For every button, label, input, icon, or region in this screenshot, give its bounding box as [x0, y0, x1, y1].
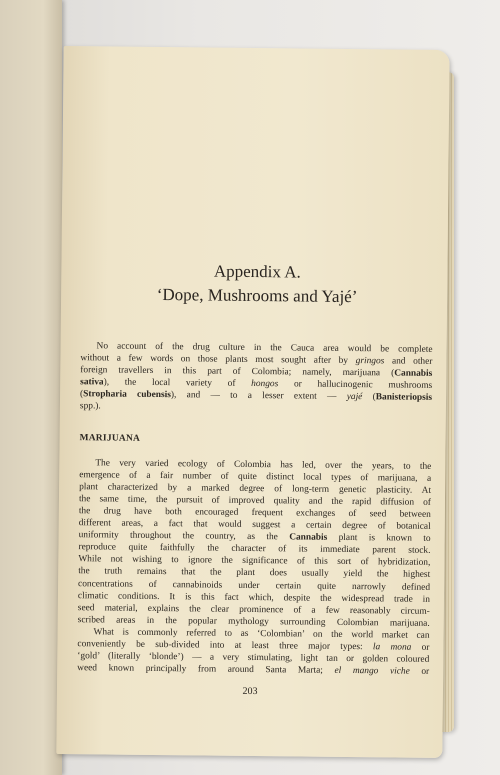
section-line: reproduce quite faithfully the character of its immediate parent stock.: [78, 542, 431, 557]
section-line: weed known principally from around Santa Marta; el mango viche or: [77, 663, 430, 678]
intro-line: foreign travellers in this part of Colombia; namely, marijuana (Cannabis: [80, 365, 433, 380]
section-heading: MARIJUANA: [79, 432, 141, 444]
intro-line: spp.).: [79, 401, 101, 412]
intro-line: sativa), the local variety of hongos or hallucinogenic mushrooms: [80, 377, 433, 392]
page-content: [77, 258, 433, 678]
book-page: [56, 46, 449, 758]
section-line: plant characterized by a marked degree of long-term genetic plasticity. At: [79, 481, 432, 496]
facing-page-edge: [0, 0, 62, 775]
section-line: emergence of a fair number of quite distinct local types of marijuana, a: [79, 469, 432, 484]
page-number: 203: [242, 685, 258, 698]
section-line: the same time, the pursuit of improved quality and the rapid diffusion of: [78, 494, 432, 508]
intro-line: (Stropharia cubensis), and — to a lesser extent — yajé (Banisteriopsis: [80, 389, 433, 404]
intro-line: No account of the drug culture in the Cauca area would be complete: [96, 341, 433, 355]
section-line: climatic conditions. It is this fact which, despite the widespread trade in: [77, 590, 430, 605]
section-line: the truth remains that the plant does usually yield the highest: [78, 566, 431, 581]
section-line: ‘gold’ (literally ‘blonde’) — a very stimulating, light tan or golden coloured: [77, 651, 430, 665]
intro-paragraph: [80, 340, 433, 416]
section-line: concentrations of cannabinoids under certain quite narrowly defined: [78, 578, 431, 593]
section-line: the drug have both encouraged frequent exchanges of seed between: [78, 506, 431, 520]
section-line: scribed areas in the popular mythology surrounding Colombian marijuana.: [77, 614, 430, 629]
section-line: conveniently be sub-divided into at least three major types: la mona or: [77, 639, 430, 653]
intro-line: without a few words on those plants most sought after by gringos and other: [80, 353, 433, 367]
section-paragraph: [77, 457, 431, 678]
appendix-title: Appendix A.: [213, 261, 301, 282]
section-line: uniformity throughout the country, as the Cannabis plant is known to: [78, 530, 431, 544]
section-line: What is commonly referred to as ‘Colombian’ on the world market can: [93, 627, 430, 641]
appendix-subtitle: ‘Dope, Mushrooms and Yajé’: [156, 284, 358, 307]
section-line: The very varied ecology of Colombia has led, over the years, to the: [95, 457, 432, 472]
section-line: While not wishing to ignore the significance of this sort of hybridization,: [78, 554, 431, 569]
section-line: different areas, a fact that would suggest a certain degree of botanical: [78, 518, 431, 532]
section-line: seed material, explains the clear prominence of a few reasonably circum-: [77, 602, 430, 617]
